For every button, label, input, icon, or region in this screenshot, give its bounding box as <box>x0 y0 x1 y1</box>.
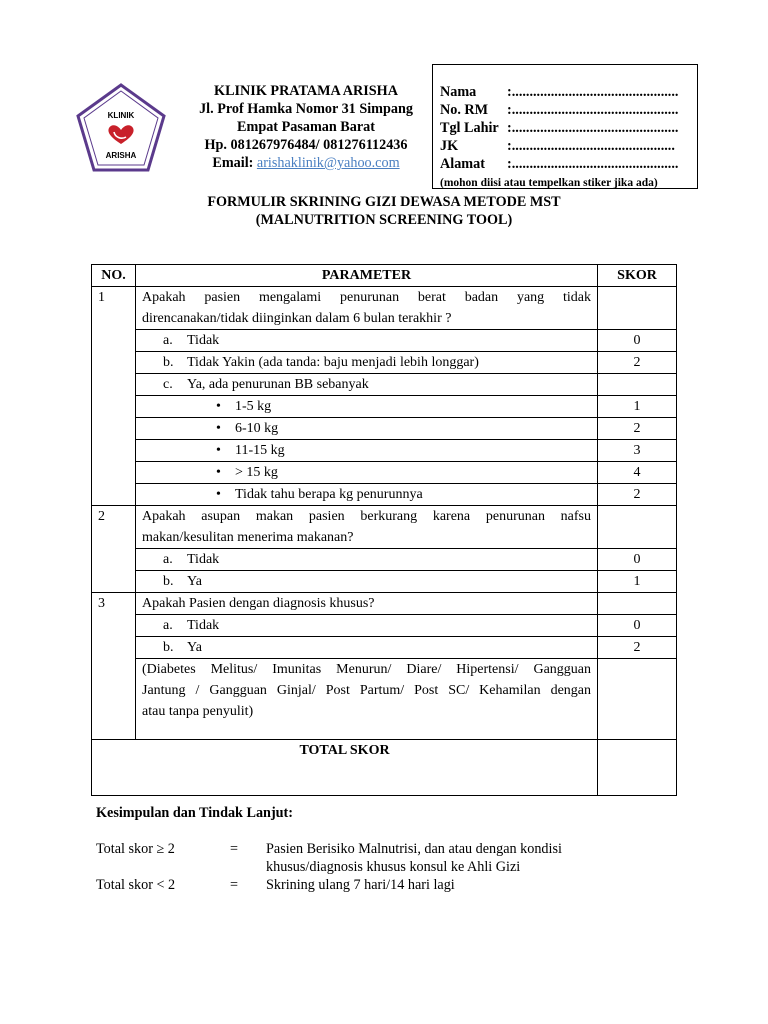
table-row[interactable] <box>92 396 677 418</box>
score-cell <box>598 593 677 615</box>
table-row[interactable] <box>92 615 677 637</box>
option-letter: c. <box>163 377 173 392</box>
question-number: 3 <box>92 593 136 740</box>
header-no: NO. <box>92 265 136 287</box>
option-letter: b. <box>163 640 174 655</box>
bullet-icon: • <box>216 421 221 436</box>
bullet-text: 6-10 kg <box>235 421 279 436</box>
table-row[interactable] <box>92 330 677 352</box>
table-row <box>92 659 677 740</box>
clinic-header <box>186 82 426 172</box>
total-row <box>92 740 677 796</box>
clinic-email-row <box>186 154 426 172</box>
option-letter: a. <box>163 333 173 348</box>
bullet-text: Tidak tahu berapa kg penurunnya <box>235 487 423 502</box>
clinic-email-link[interactable]: arishaklinik@yahoo.com <box>256 155 400 171</box>
score-cell: 0 <box>598 549 677 571</box>
option-cell <box>136 571 598 593</box>
conclusion-description <box>266 840 596 876</box>
bullet-text: 1-5 kg <box>235 399 272 414</box>
conclusion-line: Pasien Berisiko Malnutrisi, dan atau dengan kondisi <box>266 841 562 857</box>
table-row[interactable] <box>92 418 677 440</box>
patient-field-value: :.............................................. <box>507 138 675 154</box>
screening-table <box>91 264 677 796</box>
conclusion-line: khusus/diagnosis khusus konsul ke Ahli Gizi <box>266 859 521 875</box>
patient-box-note: (mohon diisi atau tempelkan stiker jika ada) <box>440 177 658 189</box>
question-line: Apakah pasien mengalami penurunan berat badan yang tidak <box>142 290 591 305</box>
form-title <box>0 193 768 229</box>
option-letter: b. <box>163 355 174 370</box>
option-text: Ya, ada penurunan BB sebanyak <box>187 377 369 392</box>
score-cell: 2 <box>598 352 677 374</box>
option-text: Tidak <box>187 618 220 633</box>
patient-field-label: Nama <box>440 84 477 100</box>
bullet-cell <box>136 440 598 462</box>
table-row[interactable] <box>92 549 677 571</box>
table-row <box>92 374 677 396</box>
patient-field-jk[interactable] <box>440 137 697 155</box>
bullet-cell <box>136 462 598 484</box>
patient-field-label: Tgl Lahir <box>440 120 499 136</box>
diagnosis-note <box>136 659 598 740</box>
patient-field-no-rm[interactable] <box>440 101 697 119</box>
patient-field-value: :............................................... <box>507 156 679 172</box>
question-number: 1 <box>92 287 136 506</box>
question-text <box>136 506 598 549</box>
bullet-icon: • <box>216 399 221 414</box>
bullet-text: 11-15 kg <box>235 443 285 458</box>
table-row[interactable] <box>92 352 677 374</box>
option-cell <box>136 615 598 637</box>
score-cell: 2 <box>598 418 677 440</box>
table-row[interactable] <box>92 440 677 462</box>
conclusion-key: Total skor ≥ 2 <box>96 841 175 857</box>
form-title-line1: FORMULIR SKRINING GIZI DEWASA METODE MST <box>207 194 561 210</box>
table-row[interactable] <box>92 637 677 659</box>
diagnosis-note-line: (Diabetes Melitus/ Imunitas Menurun/ Diare/ Hipertensi/ Gangguan <box>142 662 591 677</box>
total-score-cell[interactable] <box>598 740 677 796</box>
option-letter: a. <box>163 618 173 633</box>
bullet-icon: • <box>216 487 221 502</box>
diagnosis-note-line: atau tanpa penyulit) <box>142 704 254 719</box>
question-text: Apakah Pasien dengan diagnosis khusus? <box>136 593 598 615</box>
conclusion-title: Kesimpulan dan Tindak Lanjut: <box>96 805 294 821</box>
logo-text-top: KLINIK <box>107 111 135 120</box>
conclusion-row <box>96 876 596 894</box>
option-letter: a. <box>163 552 173 567</box>
form-title-line2: (MALNUTRITION SCREENING TOOL) <box>255 212 513 228</box>
score-cell: 1 <box>598 396 677 418</box>
conclusion-equals: = <box>230 841 239 857</box>
option-cell <box>136 330 598 352</box>
question-number: 2 <box>92 506 136 593</box>
conclusion-list <box>96 840 596 894</box>
option-letter: b. <box>163 574 174 589</box>
table-row <box>92 593 677 615</box>
conclusion-description <box>266 876 596 894</box>
clinic-address-line1: Jl. Prof Hamka Nomor 31 Simpang <box>199 101 413 117</box>
clinic-phone: Hp. 081267976484/ 081276112436 <box>204 137 408 153</box>
clinic-logo-icon <box>74 82 168 174</box>
option-cell <box>136 637 598 659</box>
score-cell <box>598 659 677 740</box>
bullet-icon: • <box>216 443 221 458</box>
bullet-text: > 15 kg <box>235 465 278 480</box>
conclusion-line: Skrining ulang 7 hari/14 hari lagi <box>266 877 455 893</box>
question-text <box>136 287 598 330</box>
patient-field-label: JK <box>440 138 459 154</box>
patient-field-value: :............................................... <box>507 120 679 136</box>
question-line: direncanakan/tidak diinginkan dalam 6 bulan terakhir ? <box>142 311 452 326</box>
table-row <box>92 287 677 330</box>
patient-info-box <box>432 64 698 189</box>
bullet-icon: • <box>216 465 221 480</box>
option-cell <box>136 352 598 374</box>
option-text: Ya <box>187 574 202 589</box>
score-cell: 2 <box>598 637 677 659</box>
clinic-email-label: Email: <box>212 155 257 171</box>
patient-field-tgl-lahir[interactable] <box>440 119 697 137</box>
score-cell: 0 <box>598 615 677 637</box>
option-text: Tidak Yakin (ada tanda: baju menjadi lebih longgar) <box>187 355 479 370</box>
patient-field-nama[interactable] <box>440 83 697 101</box>
table-row[interactable] <box>92 571 677 593</box>
patient-field-alamat[interactable] <box>440 155 697 173</box>
header-parameter: PARAMETER <box>136 265 598 287</box>
option-cell <box>136 549 598 571</box>
conclusion-equals: = <box>230 877 239 893</box>
bullet-cell <box>136 484 598 506</box>
option-text: Tidak <box>187 333 220 348</box>
patient-field-label: No. RM <box>440 102 489 118</box>
patient-field-value: :............................................... <box>507 102 679 118</box>
clinic-address-line2: Empat Pasaman Barat <box>237 119 375 135</box>
total-score-label: TOTAL SKOR <box>92 740 598 796</box>
patient-field-label: Alamat <box>440 156 485 172</box>
conclusion-row <box>96 840 596 876</box>
question-line: makan/kesulitan menerima makanan? <box>142 530 354 545</box>
option-cell <box>136 374 598 396</box>
bullet-cell <box>136 418 598 440</box>
option-text: Tidak <box>187 552 220 567</box>
score-cell: 0 <box>598 330 677 352</box>
bullet-cell <box>136 396 598 418</box>
logo-text-bottom: ARISHA <box>105 151 137 160</box>
header-score: SKOR <box>598 265 677 287</box>
table-header-row <box>92 265 677 287</box>
option-text: Ya <box>187 640 202 655</box>
diagnosis-note-line: Jantung / Gangguan Ginjal/ Post Partum/ Post SC/ Kehamilan dengan <box>142 683 591 698</box>
question-line: Apakah asupan makan pasien berkurang karena penurunan nafsu <box>142 509 591 524</box>
score-cell: 1 <box>598 571 677 593</box>
score-cell: 4 <box>598 462 677 484</box>
score-cell <box>598 506 677 549</box>
score-cell: 3 <box>598 440 677 462</box>
table-row <box>92 506 677 549</box>
table-row[interactable] <box>92 484 677 506</box>
clinic-name: KLINIK PRATAMA ARISHA <box>214 83 398 99</box>
score-cell <box>598 374 677 396</box>
conclusion-key: Total skor < 2 <box>96 877 176 893</box>
table-row[interactable] <box>92 462 677 484</box>
score-cell: 2 <box>598 484 677 506</box>
patient-field-value: :............................................... <box>507 84 679 100</box>
clinic-logo <box>74 82 168 174</box>
score-cell <box>598 287 677 330</box>
